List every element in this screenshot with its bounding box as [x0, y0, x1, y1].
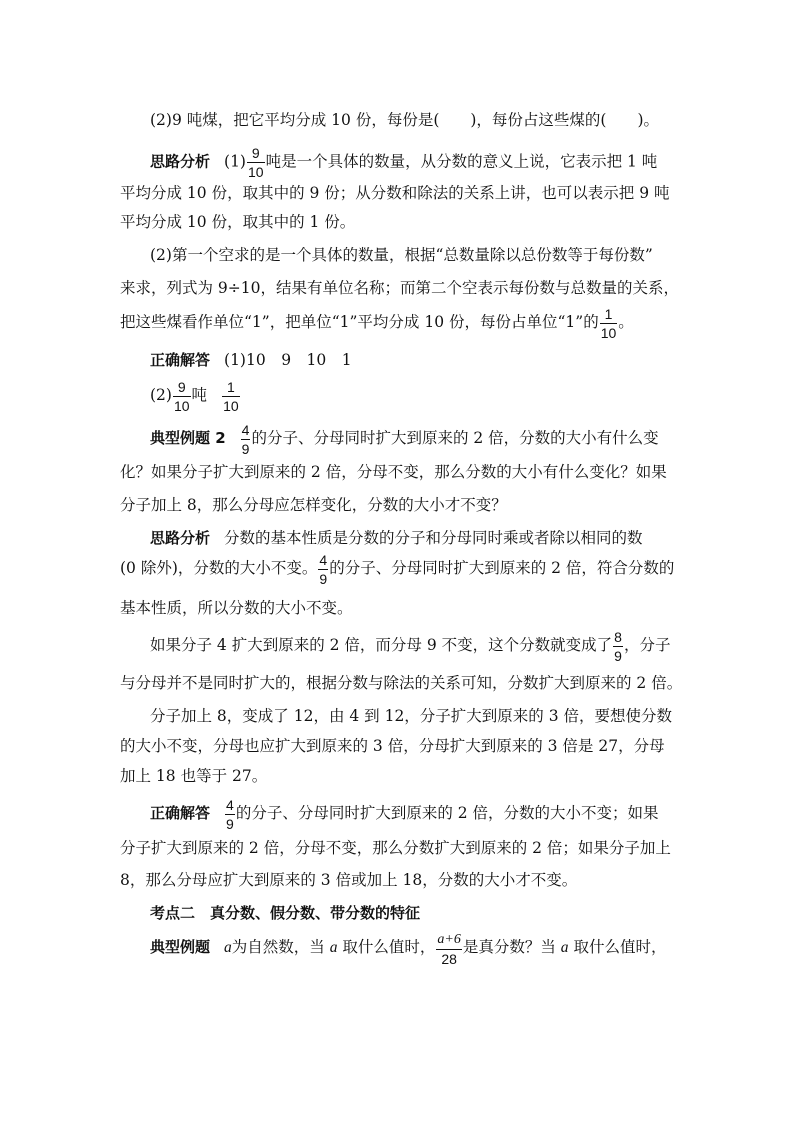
text: 的分子、分母同时扩大到原来的 2 倍，分数的大小有什么变 — [251, 429, 659, 447]
numerator: 1 — [604, 305, 613, 322]
fraction — [436, 931, 461, 966]
fraction — [173, 380, 191, 413]
text: (1)10 9 10 1 — [224, 351, 352, 369]
text: (1) — [224, 152, 246, 171]
example-line — [150, 418, 659, 458]
text: (2)第一个空求的是一个具体的数量，根据“总数量除以总份数等于每份数” — [150, 246, 653, 264]
denominator: 9 — [241, 440, 250, 457]
text-line — [150, 625, 670, 665]
text-line — [120, 495, 507, 515]
text: 分子加上 8，变成了 12，由 4 到 12，分子扩大到原来的 3 倍，要想使分数 — [150, 707, 673, 725]
denominator: 9 — [319, 570, 328, 587]
analysis-label: 思路分析 — [150, 529, 211, 547]
text-line — [120, 212, 355, 232]
text-line — [120, 673, 682, 693]
analysis-line — [150, 528, 643, 548]
numerator: 4 — [241, 421, 250, 438]
text-line — [120, 278, 679, 298]
answer-line — [150, 375, 241, 415]
numerator: 8 — [614, 628, 622, 645]
answer-line — [150, 793, 659, 833]
text: 分子扩大到原来的 2 倍，分母不变，那么分数扩大到原来的 2 倍；如果分子加上 — [120, 839, 671, 857]
text: 吨是一个具体的数量，从分数的意义上说，它表示把 1 吨 — [265, 152, 658, 171]
text-line — [120, 462, 667, 482]
analysis-line — [150, 146, 657, 179]
numerator-expr: a+6 — [437, 931, 461, 947]
text-line — [120, 736, 665, 756]
text-line — [120, 548, 674, 588]
denominator: 10 — [247, 164, 264, 180]
variable: a — [329, 939, 338, 956]
text: 的分子、分母同时扩大到原来的 2 倍，分数的大小不变；如果 — [235, 804, 659, 822]
text-line — [150, 245, 653, 265]
text: 吨 — [191, 386, 208, 404]
text: 平均分成 10 份，取其中的 9 份；从分数和除法的关系上讲，也可以表示把 9 吨 — [120, 184, 670, 202]
analysis-label: 思路分析 — [150, 152, 211, 171]
fraction — [247, 146, 265, 179]
fraction — [318, 553, 328, 586]
denominator: 10 — [173, 397, 190, 414]
text-line — [120, 183, 670, 203]
text: 化？如果分子扩大到原来的 2 倍，分母不变，那么分数的大小有什么变化？如果 — [120, 463, 667, 481]
text: 分子加上 8，那么分母应怎样变化，分数的大小才不变？ — [120, 496, 507, 514]
variable: a — [560, 939, 569, 956]
text: 。 — [618, 313, 634, 331]
numerator: 4 — [319, 551, 328, 568]
fraction — [225, 798, 235, 831]
text: 如果分子 4 扩大到原来的 2 倍，而分母 9 不变，这个分数就变成了 — [150, 636, 613, 654]
answer-label: 正确解答 — [150, 351, 211, 369]
numerator: 4 — [226, 796, 234, 813]
answer-label: 正确解答 — [150, 804, 211, 822]
fraction — [600, 307, 618, 340]
fraction — [241, 423, 251, 456]
fraction — [222, 380, 240, 413]
numerator: 9 — [177, 378, 186, 395]
example-label: 典型例题 — [150, 938, 211, 956]
text: 取什么值时， — [568, 938, 667, 956]
text: (2)9 吨煤，把它平均分成 10 份，每份是( )，每份占这些煤的( )。 — [150, 111, 660, 129]
text-line — [120, 305, 634, 340]
text: 来求，列式为 9÷10，结果有单位名称；而第二个空表示每份数与总数量的关系， — [120, 279, 680, 297]
text: 平均分成 10 份，取其中的 1 份。 — [120, 213, 356, 231]
numerator: 9 — [251, 145, 260, 161]
section-heading — [150, 903, 420, 923]
text: 加上 18 也等于 27。 — [120, 767, 268, 785]
numerator — [436, 931, 461, 949]
text: 8，那么分母应扩大到原来的 3 倍或加上 18，分数的大小才不变。 — [120, 871, 578, 889]
heading-text: 考点二 真分数、假分数、带分数的特征 — [150, 904, 421, 922]
text: 取什么值时， — [337, 938, 436, 956]
denominator: 9 — [614, 647, 622, 664]
answer-line — [150, 350, 352, 370]
example-label: 典型例题 2 — [150, 429, 226, 447]
variable: a — [224, 939, 232, 956]
denominator: 28 — [436, 949, 461, 966]
denominator: 10 — [223, 397, 239, 414]
text: 的分子、分母同时扩大到原来的 2 倍，符合分数的 — [329, 559, 675, 577]
text: (2) — [150, 386, 172, 404]
denominator: 10 — [600, 324, 617, 341]
fraction — [613, 630, 623, 663]
question-line — [150, 110, 659, 130]
denominator: 9 — [226, 815, 234, 832]
text: 的大小不变，分母也应扩大到原来的 3 倍，分母扩大到原来的 3 倍是 27，分母 — [120, 737, 665, 755]
text: (0 除外)，分数的大小不变。 — [120, 559, 318, 577]
text-line — [120, 766, 267, 786]
text-line — [120, 598, 353, 618]
text-line — [150, 706, 672, 726]
text: ，分子 — [623, 636, 671, 654]
example-line — [150, 925, 666, 970]
numerator: 1 — [226, 378, 235, 395]
text-line — [120, 870, 577, 890]
text: 分数的基本性质是分数的分子和分母同时乘或者除以相同的数 — [224, 529, 643, 547]
text-line — [120, 838, 671, 858]
text: 把这些煤看作单位“1”，把单位“1”平均分成 10 份，每份占单位“1”的 — [120, 313, 599, 331]
text: 与分母并不是同时扩大的，根据分数与除法的关系可知，分数扩大到原来的 2 倍。 — [120, 674, 683, 692]
text: 是真分数？当 — [462, 938, 561, 956]
text: 基本性质，所以分数的大小不变。 — [120, 599, 353, 617]
text: 为自然数，当 — [231, 938, 330, 956]
